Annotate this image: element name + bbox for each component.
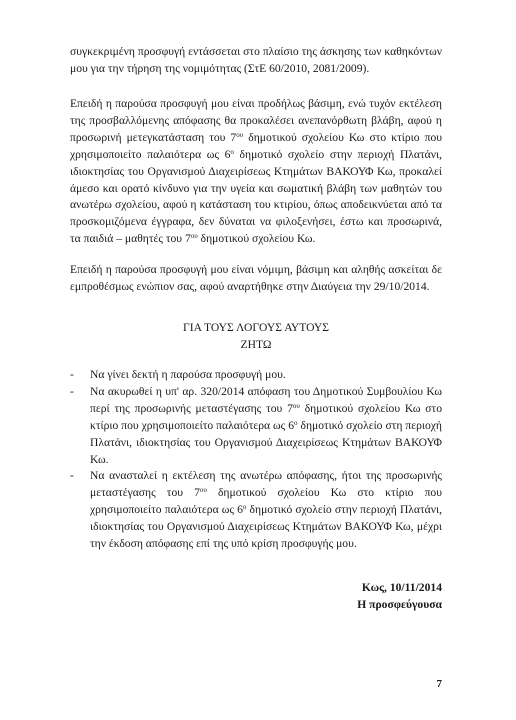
superscript: ου bbox=[236, 130, 244, 139]
request-text: Να γίνει δεκτή η παρούσα προσφυγή μου. bbox=[90, 368, 286, 381]
list-dash: - bbox=[70, 384, 74, 398]
list-dash: - bbox=[70, 368, 74, 381]
paragraph-admissibility: Επειδή η παρούσα προσφυγή μου είναι νόμιμη, βάσιμη και αληθής ασκείται δε εμπροθέσμως ενώπιον σας, αφού αναρτήθηκε στην Διαύγεια την 29/10/2014. bbox=[70, 263, 442, 293]
request-text: Να ανασταλεί η εκτέλεση της ανωτέρω απόφασης, ήτοι της προσωρινής μεταστέγασης του $7^{o\upsilon}$ δημοτικού σχολείου Κω στο κτίριο που χρησιμοποιείτο παλαιότερα ως $6^o$ δημοτικό σχολείο στην περιοχή Πλατάνι, ιδιοκτησίας του Οργανισμού Διαχειρίσεως Κτημάτων ΒΑΚΟΥΦ Κω, μέχρι την έκδοση απόφασης επί της υπό κρίση προσφυγής μου. bbox=[90, 469, 442, 551]
superscript: ου bbox=[199, 486, 207, 495]
request-text: Να ακυρωθεί η υπ' αρ. 320/2014 απόφαση του Δημοτικού Συμβουλίου Κω περί της προσωρινής μεταστέγασης του $7^{o\upsilon}$ δημοτικού σχολείου Κω στο κτίριο που χρησιμοποιείτο παλαιότερα ως $6^o$ δημοτικό σχολείο στη περιοχή Πλατάνι, ιδιοκτησίας του Οργανισμού Διαχειρίσεως Κτημάτων ΒΑΚΟΥΦ Κω. bbox=[90, 384, 442, 466]
signature-place-date: Κως, 10/11/2014 bbox=[361, 581, 442, 594]
page-number: 7 bbox=[436, 678, 442, 690]
signature-role: Η προσφεύγουσα bbox=[357, 598, 442, 611]
superscript: ο bbox=[230, 147, 234, 156]
section-heading: ΓΙΑ ΤΟΥΣ ΛΟΓΟΥΣ ΑΥΤΟΥΣ bbox=[183, 321, 329, 334]
list-item bbox=[70, 468, 442, 553]
list-item bbox=[70, 367, 442, 384]
superscript: ου bbox=[292, 401, 300, 410]
paragraph-jurisprudence: συγκεκριμένη προσφυγή εντάσσεται στο πλαίσιο της άσκησης των καθηκόντων μου για την τήρηση της νομιμότητας (ΣτΕ 60/2010, 2081/2009). bbox=[70, 45, 442, 75]
superscript: ο bbox=[242, 503, 247, 512]
list-item bbox=[70, 384, 442, 469]
paragraph-urgency: Επειδή η παρούσα προσφυγή μου είναι προδήλως βάσιμη, ενώ τυχόν εκτέλεση της προσβαλλόμενης απόφασης θα προκαλέσει ανεπανόρθωτη βλάβη, αφού η προσωρινή μετεγκατάσταση του $7^{o\upsilon}$ δημοτικού σχολείου Κω στο κτίριο που χρησιμοποιείτο παλαιότερα ως $6^o$ δημοτικό σχολείο στην περιοχή Πλατάνι, ιδιοκτησίας του Οργανισμού Διαχειρίσεως Κτημάτων ΒΑΚΟΥΦ Κω, προκαλεί άμεσο και ορατό κίνδυνο για την υγεία και σωματική βλάβη των μαθητών του ανωτέρω σχολείου, αφού η κατάσταση του κτιρίου, όπως αποδεικνύεται από τα προσκομιζόμενα έγγραφα, δεν δύναται να φιλοξενήσει, έστω και προσωρινά, τα παιδιά – μαθητές του $7^{o\upsilon}$ δημοτικού σχολείου Κω. bbox=[70, 97, 442, 246]
section-subheading: ΖΗΤΩ bbox=[240, 338, 272, 351]
superscript: ου bbox=[190, 232, 198, 241]
superscript: ο bbox=[294, 418, 298, 427]
requests-list bbox=[70, 367, 442, 553]
list-dash: - bbox=[70, 469, 74, 483]
